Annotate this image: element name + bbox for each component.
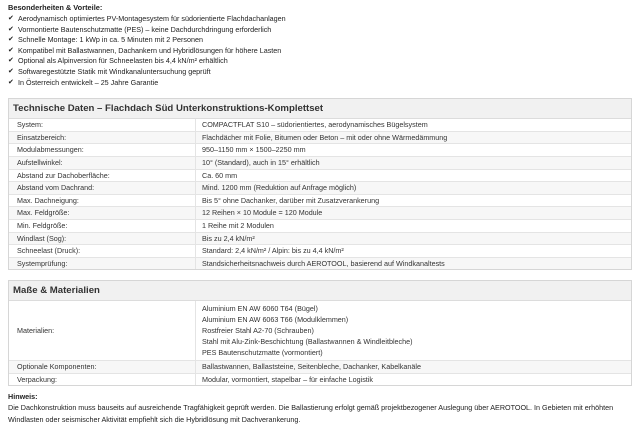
materials-list xyxy=(196,301,632,361)
note-text: Die Dachkonstruktion muss bauseits auf ausreichende Tragfähigkeit geprüft werden. Die Ballastierung erfolgt gemäß projektbezogener Auslegung über AEROTOOL. In Gebieten mit erhöhten Windlasten oder seismischer Aktivität empfiehlt sich die Hybridlösung mit Dachverankerung. xyxy=(8,403,614,425)
benefit-item xyxy=(8,67,632,78)
table-row xyxy=(9,219,631,232)
benefits-title: Besonderheiten & Vorteile: xyxy=(8,3,103,12)
table-row xyxy=(9,257,631,269)
spec-value: Mind. 1200 mm (Reduktion auf Anfrage möglich) xyxy=(196,182,632,195)
table-row xyxy=(9,373,631,385)
spec-value: Standard: 2,4 kN/m² / Alpin: bis zu 4,4 kN/m² xyxy=(196,245,632,258)
benefits-list xyxy=(8,14,632,88)
benefits-block xyxy=(8,3,632,88)
spec-value: 1 Reihe mit 2 Modulen xyxy=(196,219,632,232)
tech-specs-table xyxy=(9,119,631,269)
spec-label: Abstand zur Dachoberfläche: xyxy=(9,169,196,182)
benefit-text: Schnelle Montage: 1 kWp in ca. 5 Minuten mit 2 Personen xyxy=(18,35,203,45)
note-title: Hinweis: xyxy=(8,392,38,402)
material-line: Aluminium EN AW 6063 T66 (Modulklemmen) xyxy=(202,315,349,325)
materials-title: Maße & Materialien xyxy=(9,281,631,301)
table-row xyxy=(9,194,631,207)
spec-label: Max. Feldgröße: xyxy=(9,207,196,220)
spec-value: Ballastwannen, Ballaststeine, Seitenbleche, Dachanker, Kabelkanäle xyxy=(196,361,632,374)
table-row xyxy=(9,156,631,169)
table-row xyxy=(9,207,631,220)
benefit-item xyxy=(8,56,632,67)
spec-label: Einsatzbereich: xyxy=(9,131,196,144)
table-row xyxy=(9,119,631,131)
tech-specs-section xyxy=(8,98,632,270)
check-icon: ✔ xyxy=(8,36,14,44)
product-description xyxy=(8,3,632,426)
table-row xyxy=(9,182,631,195)
spec-label: Aufstellwinkel: xyxy=(9,156,196,169)
spec-value: Bis zu 2,4 kN/m² xyxy=(196,232,632,245)
benefit-item xyxy=(8,14,632,25)
spec-label: Optionale Komponenten: xyxy=(9,361,196,374)
spec-label: Schneelast (Druck): xyxy=(9,245,196,258)
spec-value: Bis 5° ohne Dachanker, darüber mit Zusatzverankerung xyxy=(196,194,632,207)
material-line: Aluminium EN AW 6060 T64 (Bügel) xyxy=(202,304,318,314)
table-row xyxy=(9,301,631,361)
note-block xyxy=(8,392,632,426)
table-row xyxy=(9,144,631,157)
spec-label: Materialien: xyxy=(9,301,196,361)
benefit-text: Softwaregestützte Statik mit Windkanaluntersuchung geprüft xyxy=(18,66,211,76)
benefit-item xyxy=(8,78,632,89)
tech-specs-title: Technische Daten – Flachdach Süd Unterkonstruktions-Komplettset xyxy=(9,99,631,119)
benefit-text: In Österreich entwickelt – 25 Jahre Garantie xyxy=(18,77,159,87)
check-icon: ✔ xyxy=(8,15,14,22)
table-row xyxy=(9,232,631,245)
spec-value: 12 Reihen × 10 Module = 120 Module xyxy=(196,207,632,220)
spec-value: Modular, vormontiert, stapelbar – für einfache Logistik xyxy=(196,373,632,385)
spec-label: Min. Feldgröße: xyxy=(9,219,196,232)
check-icon: ✔ xyxy=(8,57,14,65)
material-line: PES Bautenschutzmatte (vormontiert) xyxy=(202,348,323,358)
check-icon: ✔ xyxy=(8,78,14,86)
spec-label: Systemprüfung: xyxy=(9,257,196,269)
benefit-text: Kompatibel mit Ballastwannen, Dachankern und Hybridlösungen für höhere Lasten xyxy=(18,45,282,55)
check-icon: ✔ xyxy=(8,25,14,33)
table-row xyxy=(9,361,631,374)
spec-label: Verpackung: xyxy=(9,373,196,385)
spec-label: Modulabmessungen: xyxy=(9,144,196,157)
spec-value: Ca. 60 mm xyxy=(196,169,632,182)
table-row xyxy=(9,245,631,258)
spec-value: Flachdächer mit Folie, Bitumen oder Beton – mit oder ohne Wärmedämmung xyxy=(196,131,632,144)
benefit-text: Optional als Alpinversion für Schneelasten bis 4,4 kN/m² erhältlich xyxy=(18,56,228,66)
spec-value: 10° (Standard), auch in 15° erhältlich xyxy=(196,156,632,169)
check-icon: ✔ xyxy=(8,46,14,54)
material-line: Rostfreier Stahl A2-70 (Schrauben) xyxy=(202,326,314,336)
benefit-text: Vormontierte Bautenschutzmatte (PES) – keine Dachdurchdringung erforderlich xyxy=(18,24,272,34)
spec-value: Standsicherheitsnachweis durch AEROTOOL, basierend auf Windkanaltests xyxy=(196,257,632,269)
materials-table xyxy=(9,301,631,385)
benefit-item xyxy=(8,35,632,46)
materials-section xyxy=(8,280,632,386)
spec-label: Max. Dachneigung: xyxy=(9,194,196,207)
table-row xyxy=(9,169,631,182)
spec-label: Windlast (Sog): xyxy=(9,232,196,245)
spec-label: System: xyxy=(9,119,196,131)
material-line: Stahl mit Alu-Zink-Beschichtung (Ballastwannen & Windleitbleche) xyxy=(202,337,413,347)
table-row xyxy=(9,131,631,144)
spec-value: 950–1150 mm × 1500–2250 mm xyxy=(196,144,632,157)
benefit-item xyxy=(8,25,632,36)
benefit-item xyxy=(8,46,632,57)
check-icon: ✔ xyxy=(8,67,14,75)
spec-value: COMPACTFLAT S10 – südorientiertes, aerodynamisches Bügelsystem xyxy=(202,120,428,130)
spec-label: Abstand vom Dachrand: xyxy=(9,182,196,195)
benefit-text: Aerodynamisch optimiertes PV-Montagesystem für südorientierte Flachdachanlagen xyxy=(18,14,286,23)
